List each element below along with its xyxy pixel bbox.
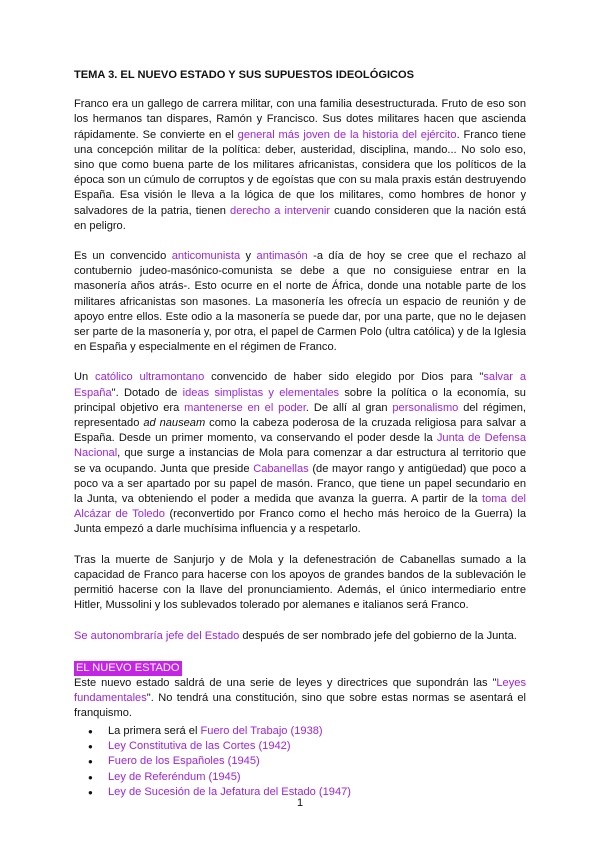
highlighted-term: salvar a España <box>74 371 526 399</box>
paragraph-3 <box>74 370 526 537</box>
text-run: -a día de hoy se cree que el rechazo al contubernio judeo-masónico-comunista se debe a que no consiguiese entrar en la masonería años atrás-. Esto ocurre en el norte de África, donde una notable parte de los militares africanistas son masones. La masonería les ofrecía un espacio de reunión y de apoyo entre ellos. Este odio a la masonería se puede dar, por una parte, que no le dejasen ser parte de la masonería y, por otra, el papel de Carmen Polo (ultra católica) y de la Iglesia en España y especialmente en el régimen de Franco. <box>74 250 526 354</box>
text-run: ". No tendrá una constitución, sino que sobre estas normas se asentará el franquismo. <box>74 692 526 720</box>
paragraph-2 <box>74 249 526 355</box>
document-title: TEMA 3. EL NUEVO ESTADO Y SUS SUPUESTOS IDEOLÓGICOS <box>74 69 415 81</box>
highlighted-term: toma del Alcázar de Toledo <box>74 493 526 521</box>
text-run: (de mayor rango y antigüedad) que poco a poco va a ser apartado por su papel de masón. Franco, que tiene un papel secundario en la Junta, va obteniendo el poder a medida que avanza la guerra. A partir de la <box>74 462 526 506</box>
text-run: La primera será el <box>108 724 201 737</box>
highlighted-term: personalismo <box>392 401 459 414</box>
text-run: , que surge a instancias de Mola para comenzar a dar estructura al territorio que se va ocupando. Junta que preside <box>74 447 526 475</box>
text-run: ". Dotado de <box>111 386 183 399</box>
list-item: ● Ley de Referéndum (1945) <box>74 770 526 785</box>
paragraph-spacer <box>74 355 526 370</box>
section-heading-row <box>74 659 526 676</box>
text-run: y <box>240 250 257 263</box>
text-run: . Franco tiene una concepción militar de la política: deber, austeridad, disciplina, mando... No solo eso, sino que como buena parte de los militares africanistas, considera que los políticos de la época son un cúmulo de corruptos y de egoístas que con su mala praxis están destruyendo España. Esa visión le lleva a la lógica de que los militares, como hombres de honor y salvadores de la patria, tienen <box>74 128 526 217</box>
text-run: (reconvertido por Franco como el hecho más heroico de la Guerra) la Junta empezó a darle muchísima influencia y a respetarlo. <box>74 508 526 536</box>
text-run: Es un convencido <box>74 250 172 263</box>
highlighted-term: derecho a intervenir <box>230 204 331 217</box>
text-run: Este nuevo estado saldrá de una serie de leyes y directrices que supondrán las " <box>74 676 497 689</box>
paragraph-1 <box>74 97 526 234</box>
highlighted-term: antimasón <box>256 250 308 263</box>
highlighted-term: Leyes fundamentales <box>74 676 526 705</box>
document-body <box>74 68 526 801</box>
paragraph-spacer <box>74 614 526 629</box>
text-run: como la cabeza poderosa de la cruzada religiosa para salvar a España. Desde un primer momento, va conservando el poder desde la <box>74 417 527 445</box>
list-item: ● Fuero de los Españoles (1945) <box>74 754 526 769</box>
highlighted-term: general más joven de la historia del ejército <box>237 128 457 141</box>
laws-list <box>74 724 526 801</box>
paragraph-5 <box>74 629 526 644</box>
page-number: 1 <box>296 797 304 809</box>
highlighted-term: Fuero del Trabajo (1938) <box>200 724 323 737</box>
text-run: del régimen, representado <box>74 401 526 430</box>
paragraph-spacer <box>74 234 526 249</box>
text-run: sobre la política o la economía, su principal objetivo era <box>74 386 526 414</box>
highlighted-term: Se autonombraría jefe del Estado <box>74 629 240 642</box>
text-run: Un <box>74 371 96 384</box>
list-item: ● Ley Constitutiva de las Cortes (1942) <box>74 739 526 754</box>
highlighted-term: Junta de Defensa Nacional <box>74 432 526 460</box>
highlighted-term: católico ultramontano <box>95 371 205 384</box>
italic-phrase: ad nauseam <box>143 417 206 430</box>
text-run: Franco era un gallego de carrera militar, con una familia desestructurada. Fruto de eso son los hermanos tan dispares, Ramón y Francisco. Sus dotes militares hacen que ascienda rápidamente. Se convierte en el <box>74 98 526 141</box>
paragraph-spacer <box>74 538 526 553</box>
paragraph-spacer <box>74 644 526 659</box>
text-run: . De allí al gran <box>305 401 393 414</box>
highlighted-term: Cabanellas <box>253 462 309 475</box>
highlighted-term: ideas simplistas y elementales <box>182 386 340 399</box>
highlighted-term: mantenerse en el poder <box>184 401 306 414</box>
section-heading: EL NUEVO ESTADO <box>74 661 182 676</box>
highlighted-term: anticomunista <box>171 250 241 263</box>
text-run: cuando consideren que la nación está en peligro. <box>74 204 527 232</box>
list-item <box>74 724 526 739</box>
list-item: ● Ley de Sucesión de la Jefatura del Estado (1947) <box>74 785 526 800</box>
text-run: después de ser nombrado jefe del gobierno de la Junta. <box>239 629 517 642</box>
text-run: convencido de haber sido elegido por Dios para " <box>204 371 484 384</box>
paragraph-6 <box>74 676 526 722</box>
paragraph-4: Tras la muerte de Sanjurjo y de Mola y la defenestración de Cabanellas sumado a la capacidad de Franco para hacerse con los apoyos de grandes bandos de la sublevación le permitió hacerse con la llave del pronunciamiento. Además, el único intermediario entre Hitler, Mussolini y los sublevados tolerado por alemanes e italianos será Franco. <box>74 553 526 612</box>
